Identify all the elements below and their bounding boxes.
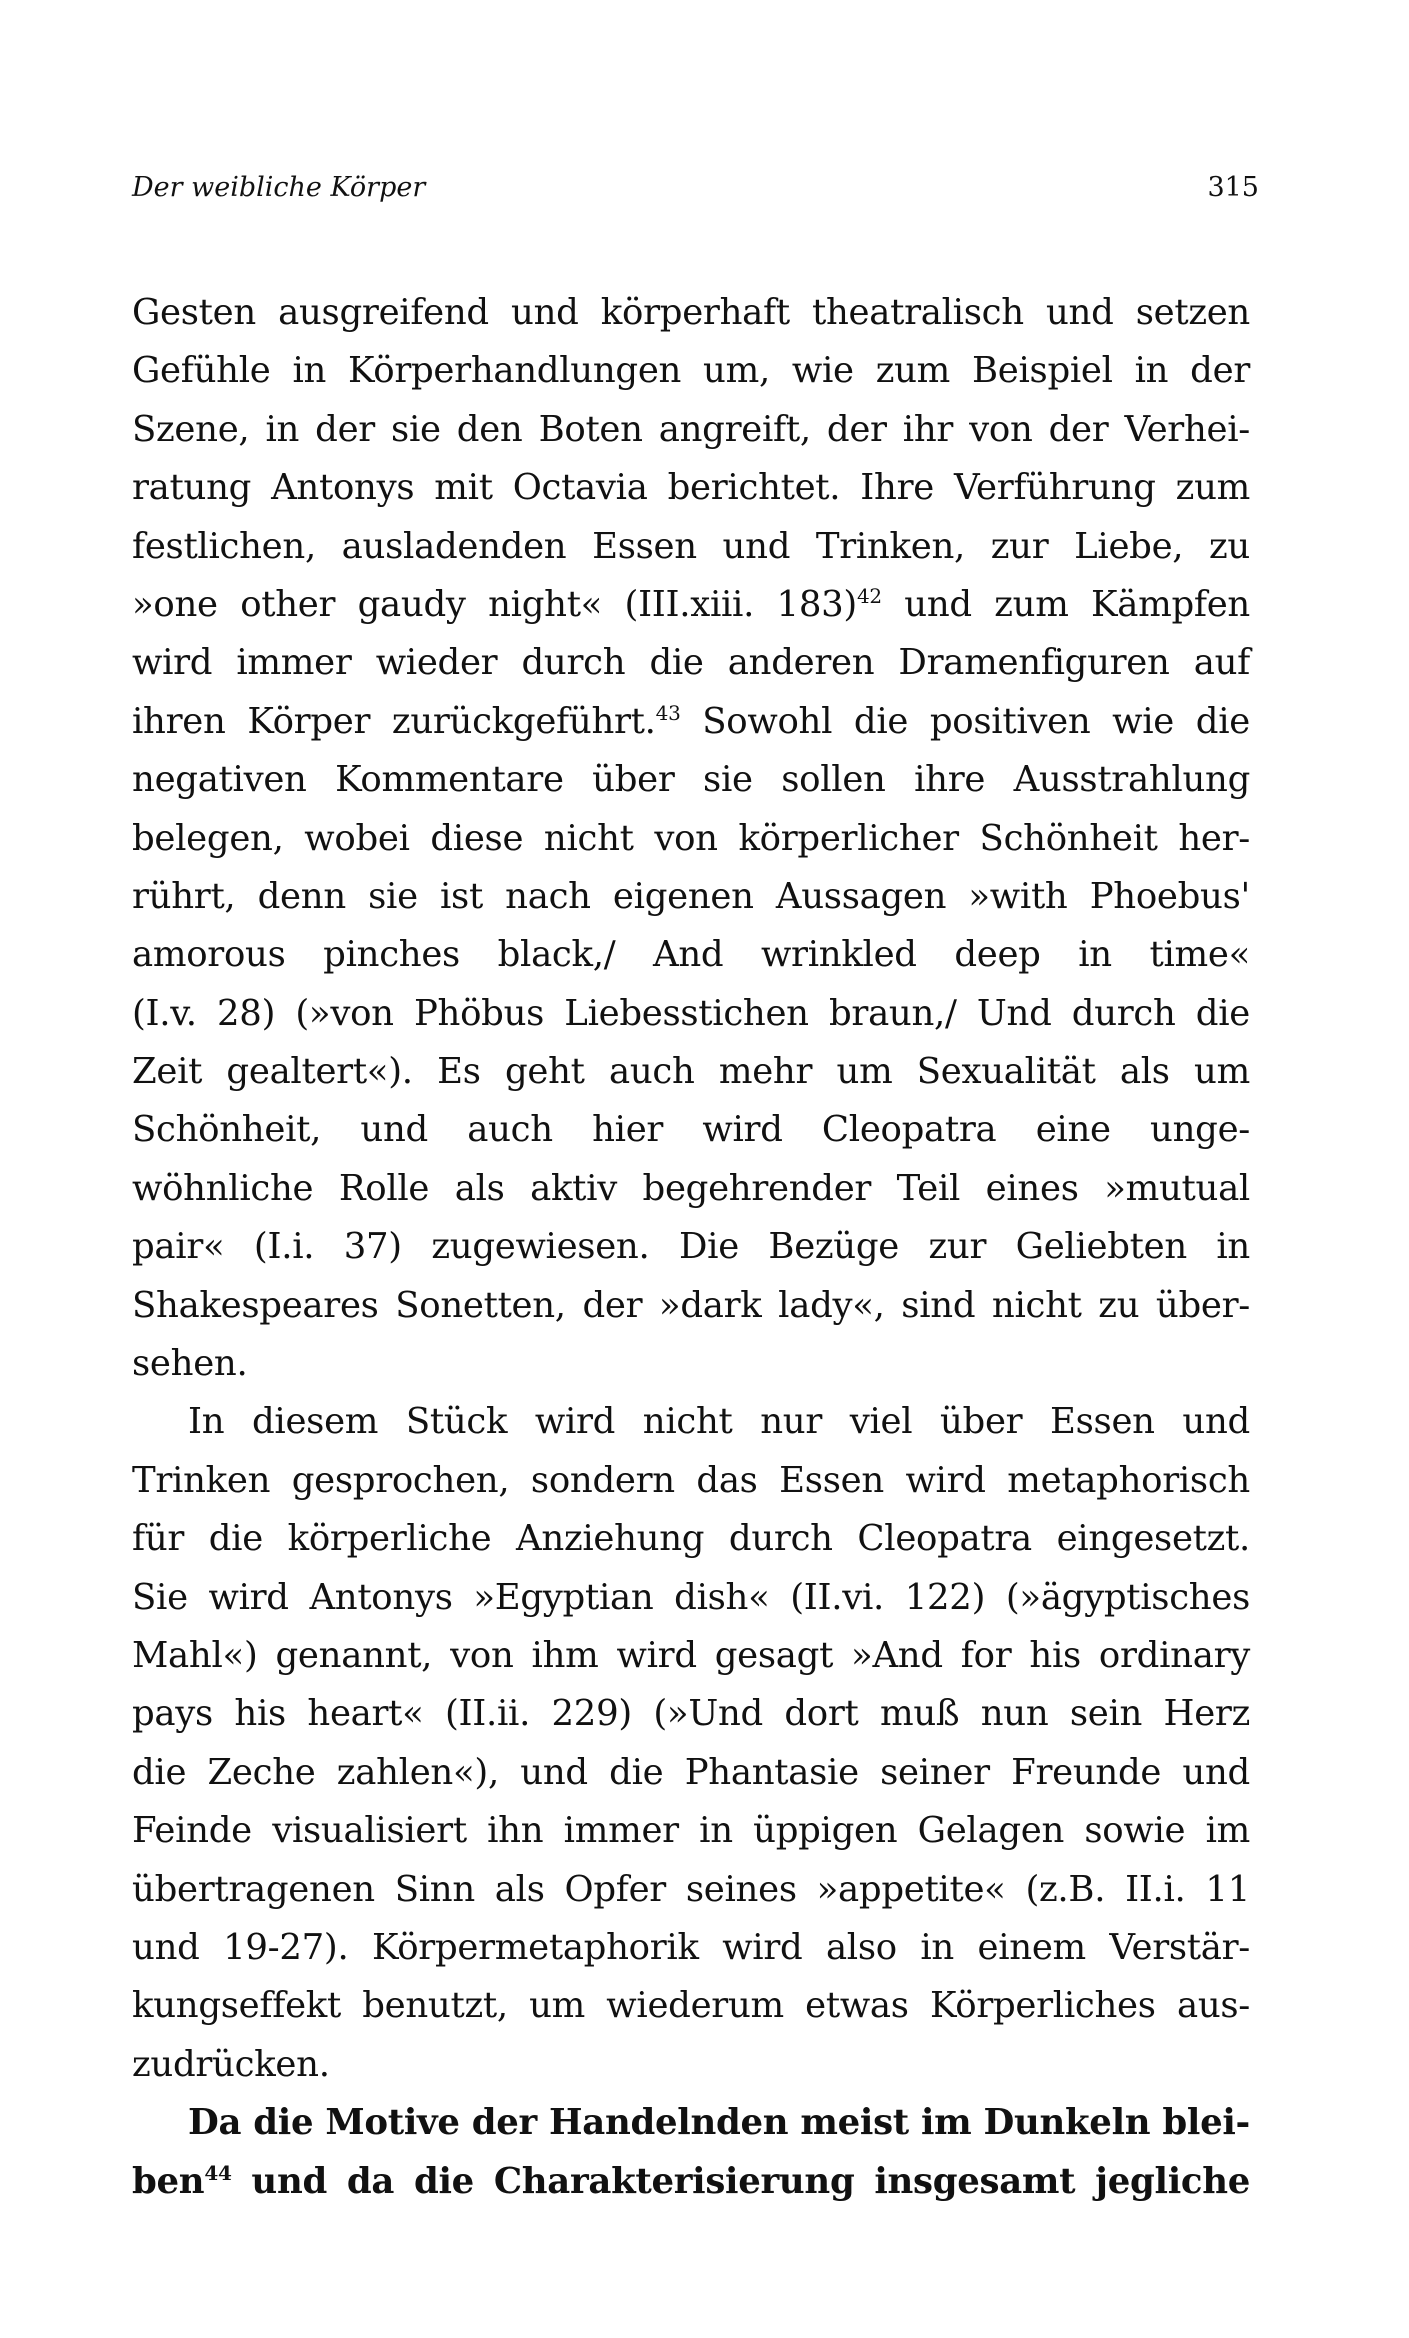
footnote-ref-42: 42 [856, 583, 882, 608]
text-line [132, 693, 1250, 751]
text-line: sehen. [132, 1343, 248, 1385]
text-line: amorous pinches black,/ And wrinkled deep in time« [132, 934, 1250, 976]
text-line: pair« (I.i. 37) zugewiesen. Die Bezüge zur Geliebten in [132, 1226, 1250, 1268]
text-line: wird immer wieder durch die anderen Dramenfiguren auf [132, 642, 1250, 684]
text-line: Szene, in der sie den Boten angreift, der ihr von der Verhei- [132, 408, 1250, 450]
text-line: festlichen, ausladenden Essen und Trinken, zur Liebe, zu [132, 525, 1250, 567]
running-title: Der weibliche Körper [132, 172, 426, 203]
text-line: In diesem Stück wird nicht nur viel über Essen und [188, 1401, 1250, 1443]
paragraph-3 [132, 2094, 1250, 2211]
text-line: Sie wird Antonys »Egyptian dish« (II.vi. 122) (»ägyptisches [132, 1576, 1250, 1618]
text-line: belegen, wobei diese nicht von körperlicher Schönheit her- [132, 817, 1250, 859]
footnote-ref-43: 43 [655, 700, 681, 725]
text-line: Feinde visualisiert ihn immer in üppigen Gelagen sowie im [132, 1810, 1250, 1852]
text-line: Trinken gesprochen, sondern das Essen wird metaphorisch [132, 1459, 1250, 1501]
text-segment: »one other gaudy night« (III.xiii. 183) [132, 583, 857, 625]
text-line: rührt, denn sie ist nach eigenen Aussagen »with Phoebus' [132, 875, 1250, 917]
text-segment: und da die Charakterisierung insgesamt jegliche [231, 2160, 1250, 2202]
text-line: Gesten ausgreifend und körperhaft theatralisch und setzen [132, 292, 1250, 333]
text-line: Zeit gealtert«). Es geht auch mehr um Sexualität als um [132, 1051, 1250, 1093]
text-segment: und zum Kämpfen [881, 583, 1250, 625]
page-number: 315 [1207, 172, 1259, 203]
text-segment: Sowohl die positiven wie die [680, 700, 1250, 742]
text-line: (I.v. 28) (»von Phöbus Liebesstichen braun,/ Und durch die [132, 992, 1250, 1034]
text-segment: ben [132, 2160, 205, 2202]
text-line: Da die Motive der Handelnden meist im Dunkeln blei- [188, 2102, 1250, 2144]
text-line: ratung Antonys mit Octavia berichtet. Ihre Verführung zum [132, 467, 1250, 509]
text-line: Shakespeares Sonetten, der »dark lady«, sind nicht zu über- [132, 1284, 1250, 1326]
text-line: zudrücken. [132, 2043, 330, 2085]
text-line: kungseffekt benutzt, um wiederum etwas Körperliches aus- [132, 1985, 1250, 2027]
text-line: übertragenen Sinn als Opfer seines »appetite« (z.B. II.i. 11 [132, 1868, 1250, 1910]
paragraph-2 [132, 1393, 1250, 2094]
text-line: negativen Kommentare über sie sollen ihre Ausstrahlung [132, 759, 1250, 801]
text-line: Schönheit, und auch hier wird Cleopatra eine unge- [132, 1109, 1250, 1151]
footnote-ref-44: 44 [204, 2160, 232, 2185]
text-line: für die körperliche Anziehung durch Cleopatra eingesetzt. [132, 1518, 1250, 1560]
text-line: pays his heart« (II.ii. 229) (»Und dort muß nun sein Herz [132, 1693, 1250, 1735]
text-segment: ihren Körper zurückgeführt. [132, 700, 656, 742]
text-line: Gefühle in Körperhandlungen um, wie zum Beispiel in der [132, 350, 1250, 392]
body-text [132, 284, 1250, 2211]
text-line: Mahl«) genannt, von ihm wird gesagt »And for his ordinary [132, 1634, 1250, 1676]
text-line: wöhnliche Rolle als aktiv begehrender Teil eines »mutual [132, 1167, 1250, 1209]
text-line [132, 2153, 1250, 2211]
running-head [132, 172, 1259, 216]
text-line: die Zeche zahlen«), und die Phantasie seiner Freunde und [132, 1751, 1250, 1793]
paragraph-1 [132, 284, 1250, 1393]
text-line: und 19-27). Körpermetaphorik wird also in einem Verstär- [132, 1926, 1250, 1968]
text-line [132, 576, 1250, 634]
